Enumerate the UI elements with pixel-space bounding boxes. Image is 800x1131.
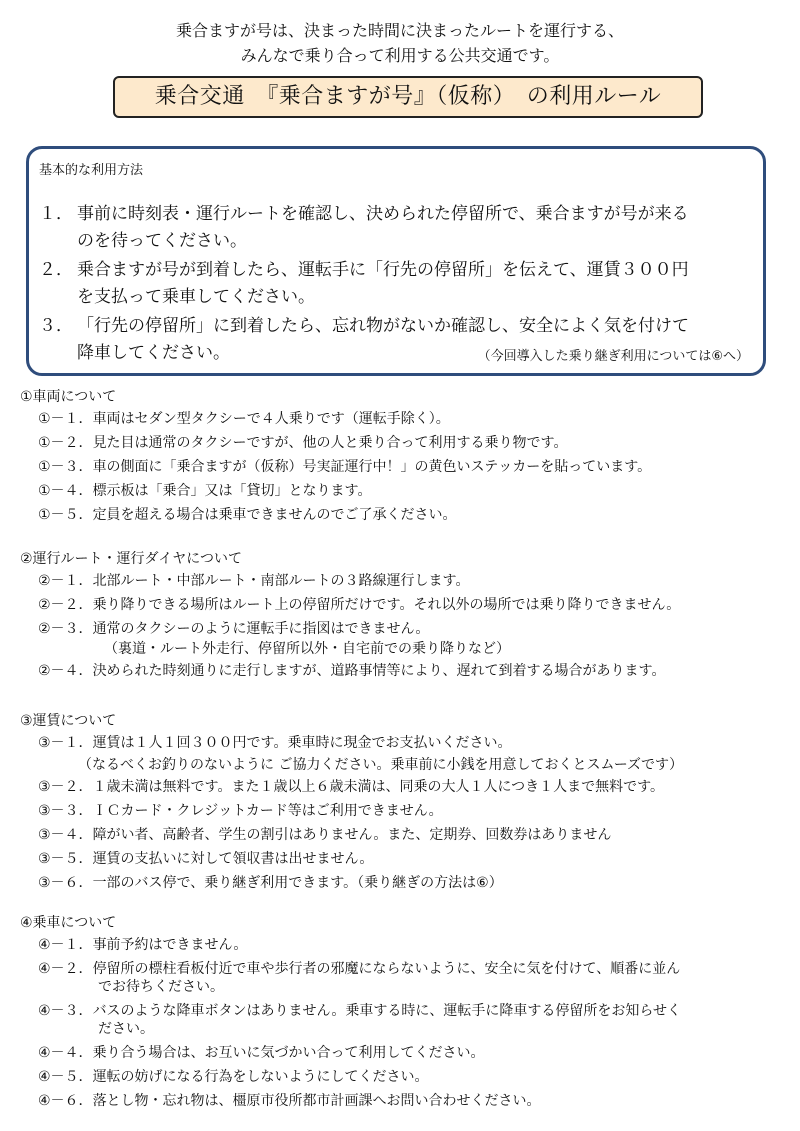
step-text-line2: を支払って乗車してください。	[77, 287, 315, 307]
list-item	[38, 1092, 541, 1111]
list-item	[38, 620, 429, 639]
item-text: 落とし物・忘れ物は、橿原市役所都市計画課へお問い合わせください。	[92, 1093, 541, 1109]
item-label: ④－２．	[38, 961, 93, 977]
section-heading-boarding: ④乗車について	[20, 915, 117, 931]
item-label: ④－１．	[38, 937, 93, 953]
basic-step-1	[39, 201, 689, 255]
item-label: ①－２．	[38, 435, 93, 451]
section-heading-route: ②運行ルート・運行ダイヤについて	[20, 551, 242, 567]
list-item	[38, 850, 373, 869]
list-item	[38, 778, 664, 797]
item-label: ①－４．	[38, 483, 93, 499]
list-item	[38, 936, 247, 955]
list-item-continued: ださい。	[98, 1021, 154, 1037]
item-label: ④－３．	[38, 1003, 93, 1019]
item-text: 通常のタクシーのように運転手に指図はできません。	[92, 621, 430, 637]
item-text: 車両はセダン型タクシーで４人乗りです（運転手除く）。	[92, 411, 450, 427]
list-item	[38, 662, 665, 681]
list-item	[38, 826, 611, 845]
item-label: ②－２．	[38, 597, 93, 613]
basic-usage-heading: 基本的な利用方法	[39, 163, 144, 178]
item-text: 事前予約はできません。	[92, 937, 248, 953]
intro-text	[0, 18, 800, 68]
list-item	[38, 1068, 429, 1087]
item-label: ③－６．	[38, 875, 93, 891]
intro-line-1: 乗合ますが号は、決まった時間に決まったルートを運行する、	[175, 21, 624, 40]
item-label: ①－５．	[38, 507, 93, 523]
step-number: ３．	[39, 316, 73, 336]
list-item	[38, 596, 680, 615]
item-text: 決められた時刻通りに走行しますが、道路事情等により、遅れて到着する場合があります。	[92, 663, 666, 679]
item-label: ②－３．	[38, 621, 93, 637]
item-text: 運転の妨げになる行為をしないようにしてください。	[92, 1069, 429, 1085]
basic-step-2	[39, 257, 689, 311]
basic-usage-box	[26, 146, 766, 376]
item-text: 定員を超える場合は乗車できませんのでご了承ください。	[92, 507, 457, 523]
item-text: 乗り合う場合は、お互いに気づかい合って利用してください。	[92, 1045, 485, 1061]
item-text: ＩＣカード・クレジットカード等はご利用できません。	[92, 803, 443, 819]
list-item-continued: でお待ちください。	[98, 979, 224, 995]
item-text: バスのような降車ボタンはありません。乗車する時に、運転手に降車する停留所をお知らせく	[92, 1003, 681, 1019]
list-item	[38, 572, 469, 591]
item-text: 標示板は「乗合」又は「貸切」となります。	[92, 483, 372, 499]
step-number: １．	[39, 204, 73, 224]
list-item	[38, 434, 567, 453]
item-label: ②－１．	[38, 573, 93, 589]
item-text: 運賃の支払いに対して領収書は出せません。	[92, 851, 374, 867]
section-heading-vehicle: ①車両について	[20, 389, 117, 405]
item-label: ①－３．	[38, 459, 93, 475]
item-label: ④－４．	[38, 1045, 93, 1061]
list-item	[38, 1002, 681, 1021]
item-text: 乗り降りできる場所はルート上の停留所だけです。それ以外の場所では乗り降りできません。	[92, 597, 681, 613]
step-text-line1: 事前に時刻表・運行ルートを確認し、決められた停留所で、乗合ますが号が来る	[77, 204, 689, 224]
item-label: ③－４．	[38, 827, 93, 843]
item-text: 北部ルート・中部ルート・南部ルートの３路線運行します。	[92, 573, 470, 589]
item-label: ①－１．	[38, 411, 93, 427]
step-text-line1: 乗合ますが号が到着したら、運転手に「行先の停留所」を伝えて、運賃３００円	[77, 260, 689, 280]
list-item	[38, 734, 511, 753]
list-item	[38, 482, 371, 501]
list-item	[38, 410, 450, 429]
item-text: 一部のバス停で、乗り継ぎ利用できます。（乗り継ぎの方法は⑥）	[92, 875, 503, 891]
item-label: ②－４．	[38, 663, 93, 679]
list-item	[38, 802, 443, 821]
list-item	[38, 506, 457, 525]
list-item-continued: （なるべくお釣りのないように ご協力ください。乗車前に小銭を用意しておくとスムーズです）	[78, 757, 684, 773]
item-text: 障がい者、高齢者、学生の割引はありません。また、定期券、回数券はありません	[92, 827, 612, 843]
item-text: １歳未満は無料です。また１歳以上６歳未満は、同乗の大人１人につき１人まで無料です。	[92, 779, 665, 795]
item-label: ④－５．	[38, 1069, 93, 1085]
list-item	[38, 1044, 485, 1063]
step-number: ２．	[39, 260, 73, 280]
item-label: ③－５．	[38, 851, 93, 867]
list-item	[38, 458, 651, 477]
item-label: ③－３．	[38, 803, 93, 819]
item-label: ③－１．	[38, 735, 93, 751]
list-item	[38, 874, 503, 893]
item-text: 運賃は１人１回３００円です。乗車時に現金でお支払いください。	[92, 735, 512, 751]
list-item-continued: （裏道・ルート外走行、停留所以外・自宅前での乗り降りなど）	[104, 641, 510, 657]
item-text: 車の側面に「乗合ますが（仮称）号実証運行中！」の黄色いステッカーを貼っています。	[92, 459, 652, 475]
transfer-note: （今回導入した乗り継ぎ利用については⑥へ）	[477, 349, 749, 364]
item-text: 停留所の標柱看板付近で車や歩行者の邪魔にならないように、安全に気を付けて、順番に並ん	[92, 961, 681, 977]
item-text: 見た目は通常のタクシーですが、他の人と乗り合って利用する乗り物です。	[92, 435, 568, 451]
intro-line-2: みんなで乗り合って利用する公共交通です。	[240, 46, 560, 65]
step-text-line2: のを待ってください。	[77, 231, 247, 251]
step-text-line1: 「行先の停留所」に到着したら、忘れ物がないか確認し、安全によく気を付けて	[77, 316, 689, 336]
item-label: ④－６．	[38, 1093, 93, 1109]
section-heading-fare: ③運賃について	[20, 713, 117, 729]
list-item	[38, 960, 680, 979]
page-title: 乗合交通 『乗合ますが号』（仮称） の利用ルール	[113, 76, 703, 118]
item-label: ③－２．	[38, 779, 93, 795]
step-text-line2: 降車してください。	[77, 343, 230, 363]
